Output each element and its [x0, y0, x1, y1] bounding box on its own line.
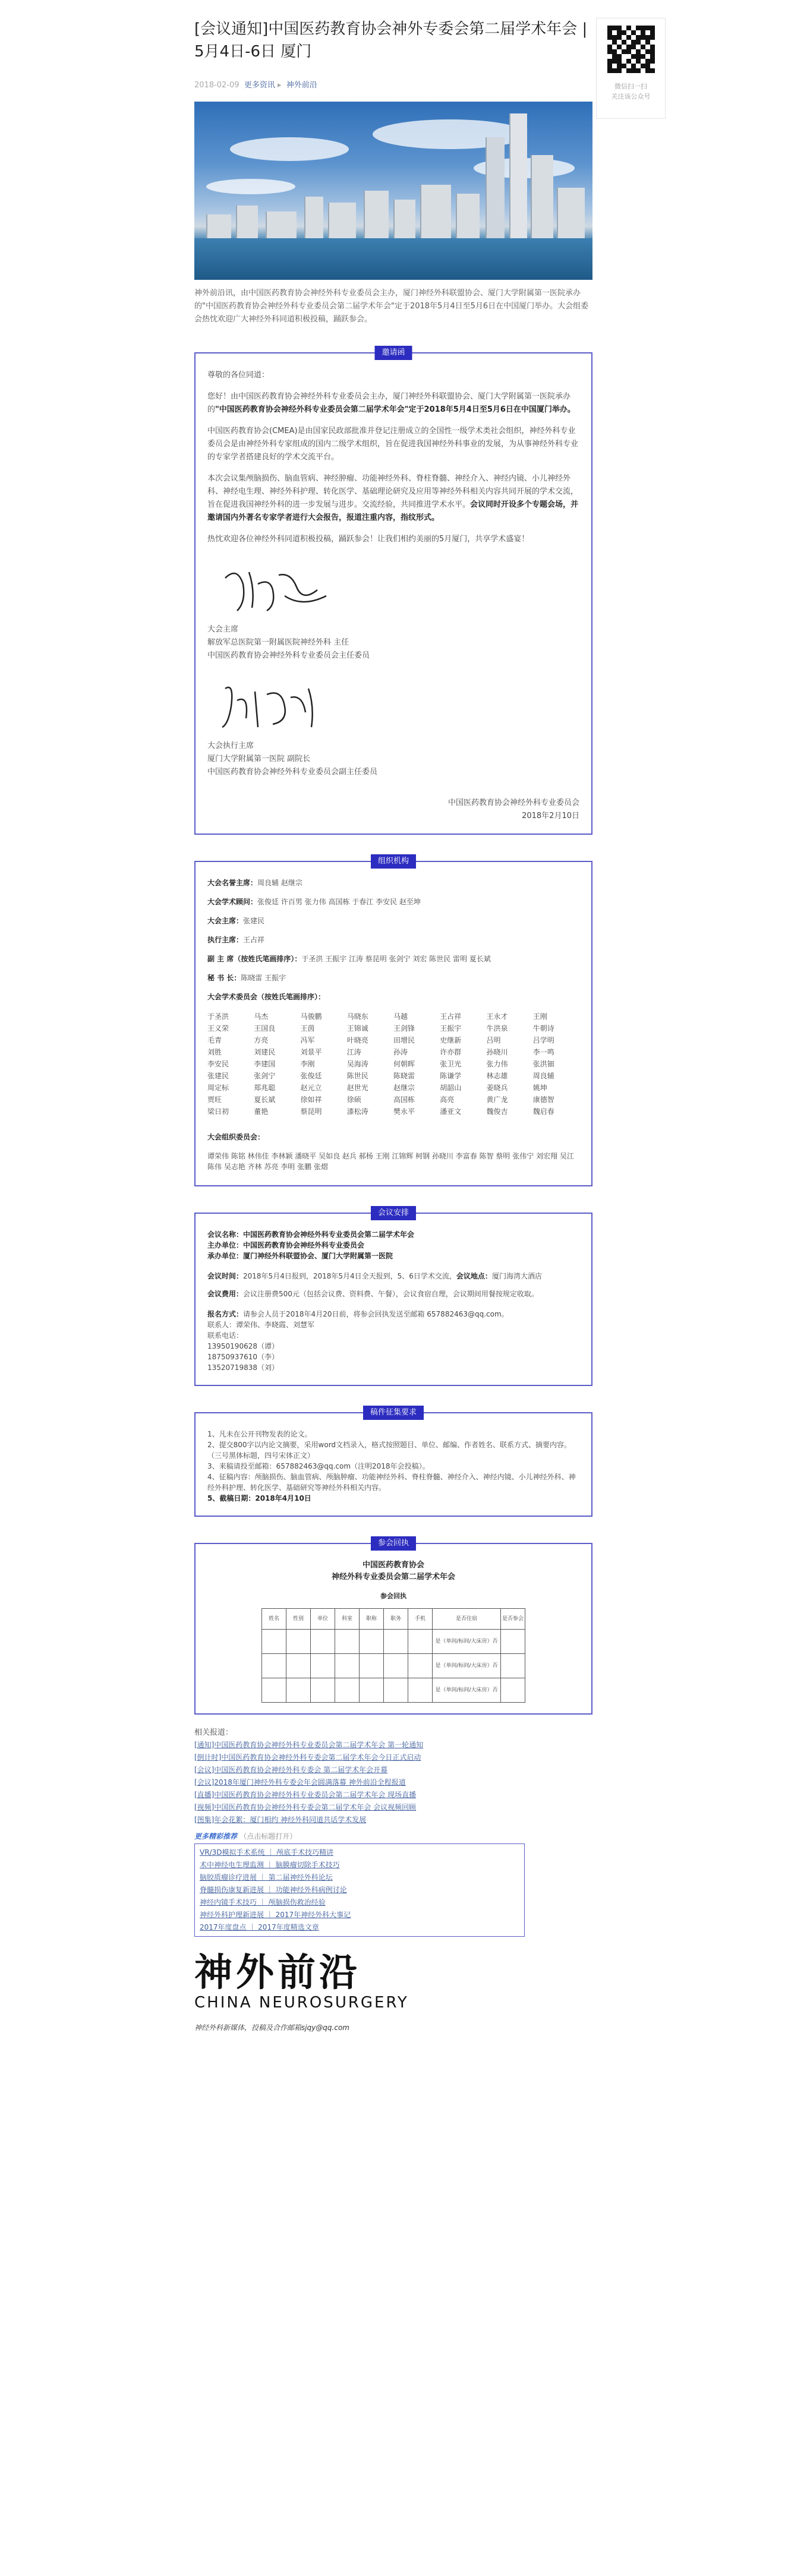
- committee-grid: [207, 1011, 579, 1117]
- vice-chair-line: 副 主 席（按姓氏笔画排序）：于圣洪 王振宇 江涛 蔡昆明 张剑宁 刘宏 陈世民 雷明 夏长斌: [207, 955, 491, 963]
- registration-cell[interactable]: [501, 1678, 525, 1703]
- registration-cell[interactable]: [262, 1678, 286, 1703]
- contact-people: 联系人：谭荣伟、李晓霞、刘慧军: [207, 1321, 315, 1329]
- registration-column-header: 单位: [311, 1609, 335, 1630]
- committee-member: 王茵: [300, 1024, 315, 1033]
- advisors-line: 大会学术顾问：张俊廷 许百男 张力伟 高国栋 于春江 李安民 赵至坤: [207, 898, 421, 906]
- paper-req-3: 3、来稿请投至邮箱：657882463@qq.com（注明2018年会投稿）。: [207, 1462, 430, 1470]
- registration-cell[interactable]: 是（单间/标间/大床房）否: [433, 1654, 501, 1678]
- committee-member: 江涛: [346, 1048, 361, 1056]
- committee-member: 王义荣: [207, 1024, 229, 1033]
- committee-member: 王剑锋: [393, 1024, 415, 1033]
- related-link-7[interactable]: [图集]年会花絮：厦门相约 神经外科同道共话学术发展: [194, 1816, 367, 1824]
- committee-member: 蔡昆明: [300, 1107, 322, 1116]
- committee-member: 许亦群: [440, 1048, 462, 1056]
- registration-cell[interactable]: 是（单间/标间/大床房）否: [433, 1630, 501, 1654]
- related-link-2[interactable]: [倒计时]中国医药教育协会神经外科专委会第二届学术年会今日正式启动: [194, 1753, 421, 1761]
- greeting: 尊敬的各位同道：: [207, 371, 270, 380]
- committee-member: 张俊廷: [300, 1072, 322, 1080]
- section-label-arrangement: 会议安排: [371, 1206, 416, 1220]
- committee-member: 田增民: [393, 1036, 415, 1044]
- committee-member: 夏长斌: [254, 1096, 276, 1104]
- committee-member: 孙涛: [393, 1048, 408, 1056]
- secretary-group-names: 谭荣伟 陈铭 林伟佳 李林颖 潘晓平 吴如良 赵兵 郝杨 王刚 江锦辉 柯钢 孙晓川 李富春 陈智 蔡明 张伟宁 刘宏翔 吴江 陈伟 吴志艳 齐林 苏亮 李明 张鹏 张熠: [207, 1152, 574, 1171]
- committee-member: 吴海涛: [346, 1060, 368, 1068]
- registration-section: [194, 1539, 592, 1715]
- registration-cell[interactable]: [408, 1654, 433, 1678]
- registration-column-header: 科室: [335, 1609, 360, 1630]
- form-title-1: 中国医药教育协会: [362, 1561, 424, 1570]
- registration-cell[interactable]: [501, 1630, 525, 1654]
- committee-member: 于圣洪: [207, 1012, 229, 1021]
- registration-column-header: 是否参会: [501, 1609, 525, 1630]
- committee-member: 徐硕: [346, 1096, 361, 1104]
- committee-member: 陈谦学: [440, 1072, 462, 1080]
- registration-cell[interactable]: [286, 1678, 311, 1703]
- meeting-fee: 会议费用：会议注册费500元（包括会议费、资料费、午餐），会议食宿自理，会议期间用餐按规定收取。: [207, 1290, 538, 1298]
- more-link-3[interactable]: 脑胶质瘤诊疗进展 ｜ 第二届神经外科论坛: [200, 1873, 333, 1882]
- registration-cell[interactable]: [408, 1630, 433, 1654]
- committee-member: 王振宇: [440, 1024, 462, 1033]
- phone-2: 18750937610（李）: [207, 1353, 279, 1361]
- registration-cell[interactable]: [384, 1630, 408, 1654]
- registration-row: [262, 1654, 525, 1678]
- logo-cn-text: 神外前沿: [194, 1951, 361, 1995]
- hero-image-cityscape: [194, 102, 592, 280]
- related-link-5[interactable]: [直播]中国医药教育协会神经外科专业委员会第二届学术年会 现场直播: [194, 1791, 417, 1799]
- committee-member: 毛青: [207, 1036, 222, 1044]
- contact-phone-label: 联系电话：: [207, 1331, 244, 1340]
- committee-member: 潘亚文: [440, 1107, 462, 1116]
- committee-member: 林志雄: [486, 1072, 508, 1080]
- committee-member: 赵元立: [300, 1084, 322, 1092]
- more-link-1[interactable]: VR/3D模拟手术系统 ｜ 颅底手术技巧精讲: [200, 1848, 334, 1857]
- committee-member: 张剑宁: [254, 1072, 276, 1080]
- source-link[interactable]: 更多资讯: [244, 81, 275, 90]
- registration-cell[interactable]: [384, 1654, 408, 1678]
- registration-column-header: 职称: [360, 1609, 384, 1630]
- more-link-2[interactable]: 术中神经电生理监测 ｜ 脑膜瘤切除手术技巧: [200, 1861, 340, 1869]
- committee-member: 魏启春: [532, 1107, 554, 1116]
- related-heading: 相关报道：: [194, 1728, 234, 1737]
- committee-member: 李一鸣: [532, 1048, 554, 1056]
- exec-chair-title: 大会执行主席: [207, 741, 254, 750]
- meeting-time: 会议时间：2018年5月4日报到，2018年5月4日全天报到，5、6日学术交流，会议地点：厦门海湾大酒店: [207, 1272, 542, 1280]
- committee-member: 刘胜: [207, 1048, 222, 1056]
- qr-caption-2: 关注该公众号: [611, 93, 651, 100]
- registration-cell[interactable]: [335, 1654, 360, 1678]
- committee-member: 牛朝诗: [532, 1024, 554, 1033]
- category-link[interactable]: 神外前沿: [286, 81, 317, 90]
- committee-member: 马晓东: [346, 1012, 368, 1021]
- committee-member: 董艳: [254, 1107, 269, 1116]
- committee-member: 孙晓川: [486, 1048, 508, 1056]
- related-link-3[interactable]: [会议]中国医药教育协会神经外科专委会 第二届学术年会开幕: [194, 1766, 388, 1774]
- brand-logo: [194, 1952, 592, 2018]
- committee-member: 陈世民: [346, 1072, 368, 1080]
- secretary-group-heading: 大会组织委员会：: [207, 1133, 265, 1141]
- paper-req-5: 5、截稿日期：2018年4月10日: [207, 1494, 311, 1502]
- p3-bold: 会议同时开设多个专题会场，并邀请国内外著名专家学者进行大会报告，报道注重内容，指纹形式。: [207, 500, 579, 522]
- committee-member: 王刚: [532, 1012, 547, 1021]
- papers-section: [194, 1408, 592, 1517]
- invitation-paragraph-2: 中国医药教育协会(CMEA)是由国家民政部批准并登记注册成立的全国性一级学术类社会组织，神经外科专业委员会是由神经外科专家组成的国内二级学术组织，旨在促进我国神经外科事业的发展，为从事神经外科专业的专家学者搭建良好的学术交流平台。: [207, 427, 579, 462]
- registration-cell[interactable]: [311, 1678, 335, 1703]
- registration-table-header: [262, 1609, 525, 1630]
- committee-member: 赵继宗: [393, 1084, 415, 1092]
- registration-column-header: 是否住宿: [433, 1609, 501, 1630]
- footer-note: 神经外科新媒体，投稿及合作邮箱sjqy@qq.com: [194, 2023, 349, 2032]
- committee-member: 梁日初: [207, 1107, 229, 1116]
- p1-bold: "中国医药教育协会神经外科专业委员会第二届学术年会"定于2018年5月4日至5月6日在中国厦门举办。: [215, 405, 575, 414]
- registration-cell[interactable]: [360, 1678, 384, 1703]
- p3-text: 本次会议集颅脑损伤、脑血管病、神经肿瘤、功能神经外科、脊柱脊髓、神经介入、神经内镜、小儿神经外科、神经电生理、神经外科护理、转化医学、基础理论研究及应用等神经外科相关内容共同开展的学术交流，旨在促进我国神经外科的进一步发展与进步。交流经验，共同推进学术水平。: [207, 474, 579, 509]
- committee-member: 马杰: [254, 1012, 269, 1021]
- related-link-1[interactable]: [通知]中国医药教育协会神经外科专业委员会第二届学术年会 第一轮通知: [194, 1741, 424, 1749]
- exec-chair-line: 执行主席：王占祥: [207, 936, 265, 944]
- committee-member: 王占祥: [440, 1012, 462, 1021]
- exec-chair-line-2: 中国医药教育协会神经外科专业委员会副主任委员: [207, 768, 378, 776]
- registration-cell[interactable]: [360, 1654, 384, 1678]
- more-recommend-label: 更多精彩推荐 （点击标题打开）: [194, 1832, 297, 1841]
- registration-column-header: 性别: [286, 1609, 311, 1630]
- signup-method: 报名方式：请参会人员于2018年4月20日前，将参会回执发送至邮箱 657882463@qq.com。: [207, 1310, 509, 1318]
- registration-cell[interactable]: [501, 1654, 525, 1678]
- host-unit: 主办单位：中国医药教育协会神经外科专业委员会: [207, 1241, 365, 1249]
- committee-member: 马越: [393, 1012, 408, 1021]
- committee-member: 高亮: [440, 1096, 455, 1104]
- more-link-5[interactable]: 神经内镜手术技巧 ｜ 颅脑损伤救治经验: [200, 1898, 326, 1906]
- phone-1: 13950190628（谭）: [207, 1342, 279, 1350]
- committee-member: 胡韶山: [440, 1084, 462, 1092]
- committee-member: 魏俊吉: [486, 1107, 508, 1116]
- committee-member: 赵世光: [346, 1084, 368, 1092]
- committee-member: 康德智: [532, 1096, 554, 1104]
- committee-member: 冯军: [300, 1036, 315, 1044]
- chair-line: 大会主席：张建民: [207, 917, 265, 925]
- committee-member: 何朝晖: [393, 1060, 415, 1068]
- registration-cell[interactable]: [384, 1678, 408, 1703]
- committee-member: 刘建民: [254, 1048, 276, 1056]
- chair-title: 大会主席: [207, 625, 239, 634]
- registration-table: [261, 1608, 525, 1703]
- qr-code-icon: [607, 26, 655, 73]
- more-link-4[interactable]: 脊髓损伤康复新进展 ｜ 功能神经外科病例讨论: [200, 1886, 347, 1894]
- more-recommend-box: [194, 1843, 525, 1937]
- article-title: [会议通知]中国医药教育协会神外专委会第二届学术年会 | 5月4日-6日 厦门: [194, 20, 588, 61]
- committee-member: 姜晓兵: [486, 1084, 508, 1092]
- honorary-chair-line: 大会名誉主席：周良辅 赵继宗: [207, 879, 302, 887]
- form-title-3: 参会回执: [380, 1592, 406, 1600]
- invitation-paragraph-4: 热忱欢迎各位神经外科同道积极投稿，踊跃参会！让我们相约美丽的5月厦门，共享学术盛宴！: [207, 535, 529, 544]
- form-title-2: 神经外科专业委员会第二届学术年会: [331, 1573, 455, 1581]
- chair-line-2: 中国医药教育协会神经外科专业委员会主任委员: [207, 651, 370, 660]
- invitation-section: [194, 348, 592, 835]
- chair-signature-image: [207, 554, 579, 620]
- committee-member: 漆松涛: [346, 1107, 368, 1116]
- section-label-papers: 稿件征集要求: [363, 1406, 424, 1420]
- secretary-line: 秘 书 长：陈晓雷 王振宇: [207, 974, 286, 982]
- committee-member: 周定标: [207, 1084, 229, 1092]
- p1-text: 您好！由中国医药教育协会神经外科专业委员会主办，厦门神经外科联盟协会、厦门大学附属第一医院承办的: [207, 392, 571, 414]
- registration-cell[interactable]: [311, 1630, 335, 1654]
- committee-member: 王锦诚: [346, 1024, 368, 1033]
- qr-widget: [596, 18, 666, 119]
- article-meta: 2018-02-09 更多资讯 ▸ 神外前沿: [194, 81, 317, 90]
- committee-member: 郑兆聪: [254, 1084, 276, 1092]
- committee-member: 李刚: [300, 1060, 315, 1068]
- committee-member: 陈晓雷: [393, 1072, 415, 1080]
- committee-member: 李安民: [207, 1060, 229, 1068]
- committee-member: 史继新: [440, 1036, 462, 1044]
- qr-caption-1: 微信扫一扫: [614, 83, 647, 90]
- registration-cell[interactable]: 是（单间/标间/大床房）否: [433, 1678, 501, 1703]
- committee-member: 王国良: [254, 1024, 276, 1033]
- committee-member: 贾旺: [207, 1096, 222, 1104]
- chair-line-1: 解放军总医院第一附属医院神经外科 主任: [207, 638, 349, 647]
- committee-member: 徐如祥: [300, 1096, 322, 1104]
- registration-column-header: 职务: [384, 1609, 408, 1630]
- committee-member: 张洪钿: [532, 1060, 554, 1068]
- committee-member: 樊永平: [393, 1107, 415, 1116]
- committee-member: 吕学明: [532, 1036, 554, 1044]
- committee-member: 牛洪泉: [486, 1024, 508, 1033]
- committee-member: 姚坤: [532, 1084, 547, 1092]
- intro-paragraph: 神外前沿讯，由中国医药教育协会神经外科专业委员会主办，厦门神经外科联盟协会、厦门大学附属第一医院承办的"中国医药教育协会神经外科专业委员会第二届学术年会"定于2018年5月4日至5月6日在中国厦门举办。大会组委会热忱欢迎广大神经外科同道积极投稿，踊跃参会。: [194, 289, 589, 324]
- committee-member: 黄广龙: [486, 1096, 508, 1104]
- committee-member: 叶晓亮: [346, 1036, 368, 1044]
- arrangement-section: [194, 1208, 592, 1386]
- more-link-7[interactable]: 2017年度盘点 ｜ 2017年度精选文章: [200, 1923, 319, 1931]
- registration-row: [262, 1630, 525, 1654]
- logo-en-text: CHINA NEUROSURGERY: [194, 1994, 409, 2012]
- related-link-4[interactable]: [会议]2018年厦门神经外科专委会年会圆满落幕 神外前沿全程报道: [194, 1778, 406, 1786]
- invitation-paragraph-3: [207, 472, 579, 525]
- registration-cell[interactable]: [360, 1630, 384, 1654]
- committee-member: 马骏鹏: [300, 1012, 322, 1021]
- article: [194, 18, 592, 2032]
- registration-cell[interactable]: [335, 1630, 360, 1654]
- related-reports: [194, 1726, 592, 1826]
- phone-3: 13520719838（刘）: [207, 1363, 279, 1372]
- section-label-invitation: 邀请函: [374, 346, 412, 360]
- sign-date: 2018年2月10日: [522, 812, 579, 820]
- exec-chair-line-1: 厦门大学附属第一医院 副院长: [207, 755, 311, 763]
- registration-cell[interactable]: [262, 1630, 286, 1654]
- section-label-organization: 组织机构: [371, 854, 416, 869]
- committee-member: 吕明: [486, 1036, 501, 1044]
- sign-org: 中国医药教育协会神经外科专业委员会: [447, 798, 579, 807]
- meeting-name: 会议名称：中国医药教育协会神经外科专业委员会第二届学术年会: [207, 1230, 415, 1239]
- registration-row: [262, 1678, 525, 1703]
- registration-column-header: 手机: [408, 1609, 433, 1630]
- paper-req-1: 1、凡未在公开刊物发表的论文。: [207, 1430, 312, 1438]
- paper-req-2: 2、提交800字以内论文摘要，采用word文档录入，格式按照题目、单位、邮编、作者姓名、联系方式、摘要内容。（三号黑体标题，四号宋体正文）: [207, 1441, 572, 1460]
- registration-column-header: 姓名: [262, 1609, 286, 1630]
- committee-member: 刘景平: [300, 1048, 322, 1056]
- committee-member: 方亮: [254, 1036, 269, 1044]
- committee-member: 张力伟: [486, 1060, 508, 1068]
- committee-member: 张卫光: [440, 1060, 462, 1068]
- committee-member: 王永才: [486, 1012, 508, 1021]
- organizer-unit: 承办单位：厦门神经外科联盟协会、厦门大学附属第一医院: [207, 1252, 393, 1260]
- more-link-6[interactable]: 神经外科护理新进展 ｜ 2017年神经外科大事记: [200, 1911, 351, 1919]
- committee-member: 高国栋: [393, 1096, 415, 1104]
- exec-chair-signature-image: [207, 671, 579, 736]
- committee-member: 周良辅: [532, 1072, 554, 1080]
- section-label-registration: 参会回执: [371, 1536, 416, 1551]
- registration-cell[interactable]: [286, 1630, 311, 1654]
- committee-member: 张建民: [207, 1072, 229, 1080]
- registration-cell[interactable]: [335, 1678, 360, 1703]
- registration-cell[interactable]: [311, 1654, 335, 1678]
- registration-cell[interactable]: [286, 1654, 311, 1678]
- registration-cell[interactable]: [262, 1654, 286, 1678]
- article-date: 2018-02-09: [194, 81, 239, 90]
- organization-section: [194, 857, 592, 1186]
- related-link-6[interactable]: [视频]中国医药教育协会神经外科专委会第二届学术年会 会议视频回顾: [194, 1803, 417, 1811]
- committee-heading: 大会学术委员会（按姓氏笔画排序）：: [207, 993, 326, 1001]
- invitation-paragraph-1: [207, 390, 579, 416]
- committee-member: 李建国: [254, 1060, 276, 1068]
- registration-cell[interactable]: [408, 1678, 433, 1703]
- paper-req-4: 4、征稿内容：颅脑损伤、脑血管病、颅脑肿瘤、功能神经外科、脊柱脊髓、神经介入、神经内镜、小儿神经外科、神经外科护理、转化医学、基础研究等神经外科相关内容。: [207, 1473, 576, 1492]
